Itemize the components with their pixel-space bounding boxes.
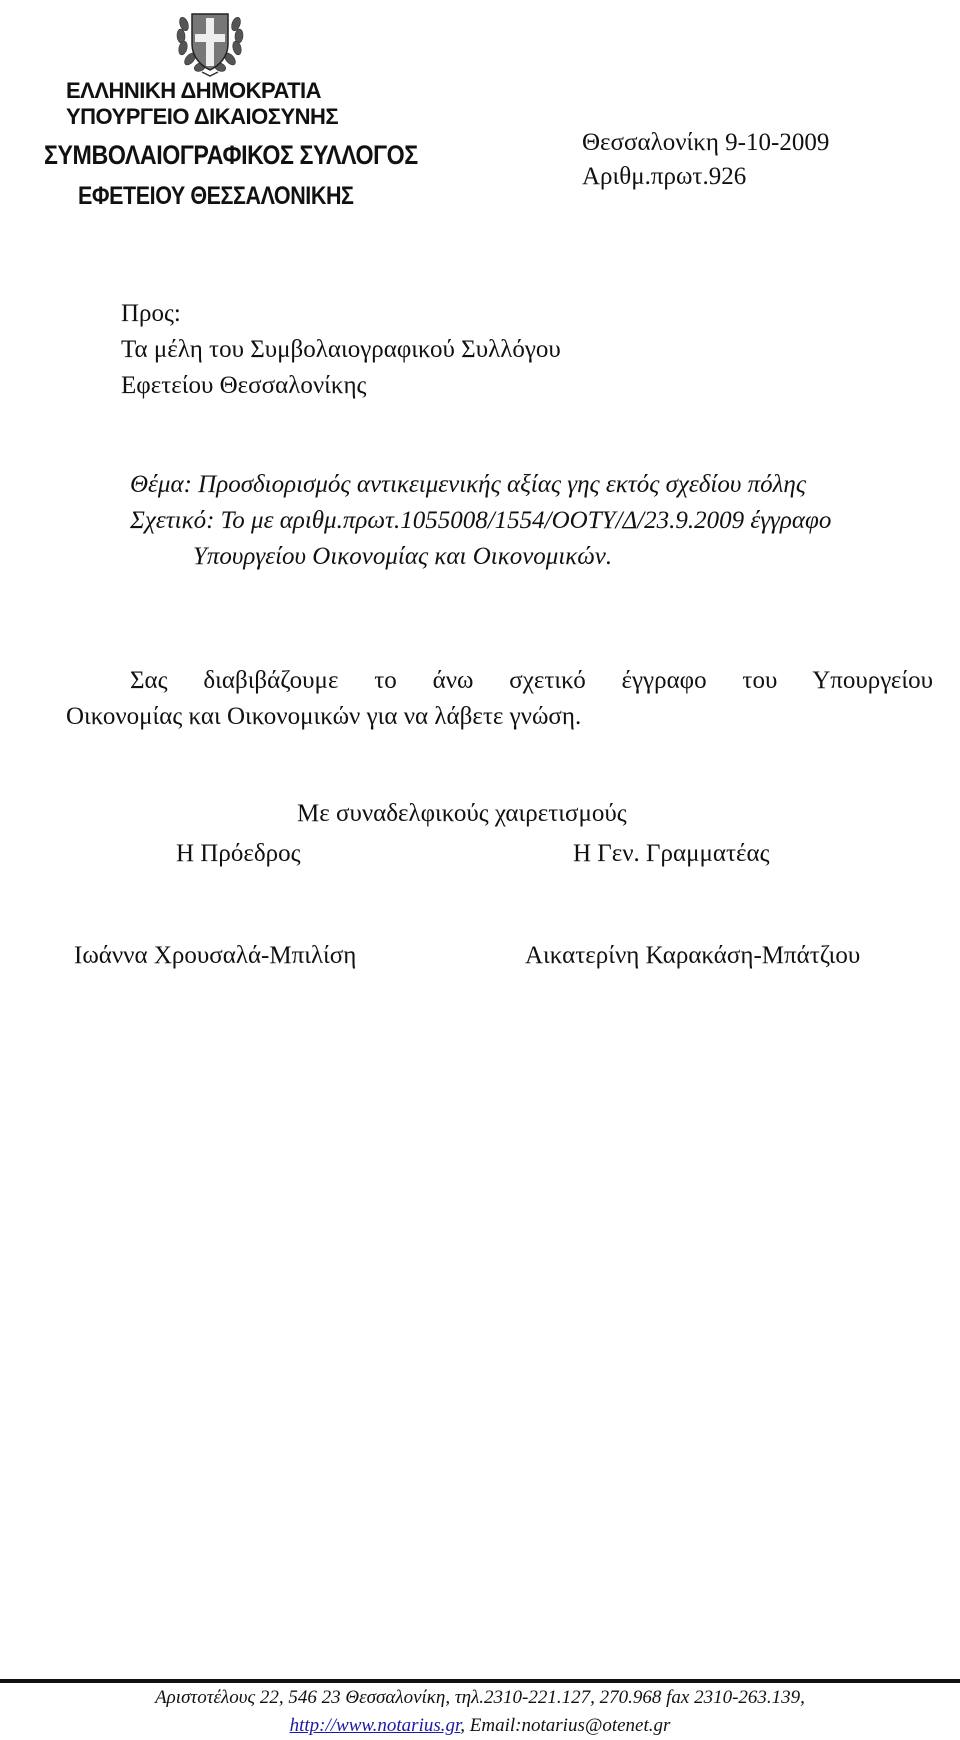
letterhead-republic: ΕΛΛΗΝΙΚΗ ΔΗΜΟΚΡΑΤΙΑ [66,78,322,103]
website-link[interactable]: http://www.notarius.gr [289,1715,461,1736]
body-line-1: Σας διαβιβάζουμε το άνω σχετικό έγγραφο του Υπουργείου [130,667,933,694]
recipient-label: Προς: [121,300,181,327]
recipient-line-1: Τα μέλη του Συμβολαιογραφικού Συλλόγου [121,336,561,363]
body-line-2: Οικονομίας και Οικονομικών για να λάβετε γνώση. [66,703,582,730]
footer-divider [0,1679,960,1683]
footer-separator: , [460,1715,466,1736]
secretary-title: Η Γεν. Γραμματέας [573,840,770,867]
reference-continuation: Υπουργείου Οικονομίας και Οικονομικών. [193,543,613,570]
recipient-block [121,296,561,404]
subject-line: Θέμα: Προσδιορισμός αντικειμενικής αξίας γης εκτός σχεδίου πόλης [130,471,806,498]
president-title: Η Πρόεδρος [176,840,301,867]
letterhead-ministry: ΥΠΟΥΡΓΕΙΟ ΔΙΚΑΙΟΣΥΝΗΣ [66,104,339,129]
footer-address: Αριστοτέλους 22, 546 23 Θεσσαλονίκη, τηλ.2310-221.127, 270.968 fax 2310-263.139, [155,1687,805,1708]
hellenic-republic-emblem-icon [172,6,248,78]
footer-contact [0,1712,960,1740]
subject-block [130,467,831,575]
reference-line: Σχετικό: Το με αριθμ.πρωτ.1055008/1554/ΟΟΤΥ/Δ/23.9.2009 έγγραφο [130,507,832,534]
protocol-number: Αριθμ.πρωτ.926 [582,163,747,190]
president-name: Ιωάννα Χρουσαλά-Μπιλίση [74,942,357,969]
letterhead-court: ΕΦΕΤΕΙΟΥ ΘΕΣΣΑΛΟΝΙΚΗΣ [78,182,354,210]
footer-email: Email:notarius@otenet.gr [469,1715,671,1736]
letterhead-association: ΣΥΜΒΟΛΑΙΟΓΡΑΦΙΚΟΣ ΣΥΛΛΟΓΟΣ [44,140,418,170]
secretary-name: Αικατερίνη Καρακάση-Μπάτζιου [525,942,861,969]
footer [0,1684,960,1740]
place-date: Θεσσαλονίκη 9-10-2009 [582,129,830,156]
closing-greeting: Με συναδελφικούς χαιρετισμούς [297,800,627,827]
date-block [582,126,829,194]
body-paragraph [66,663,933,735]
recipient-line-2: Εφετείου Θεσσαλονίκης [121,372,367,399]
